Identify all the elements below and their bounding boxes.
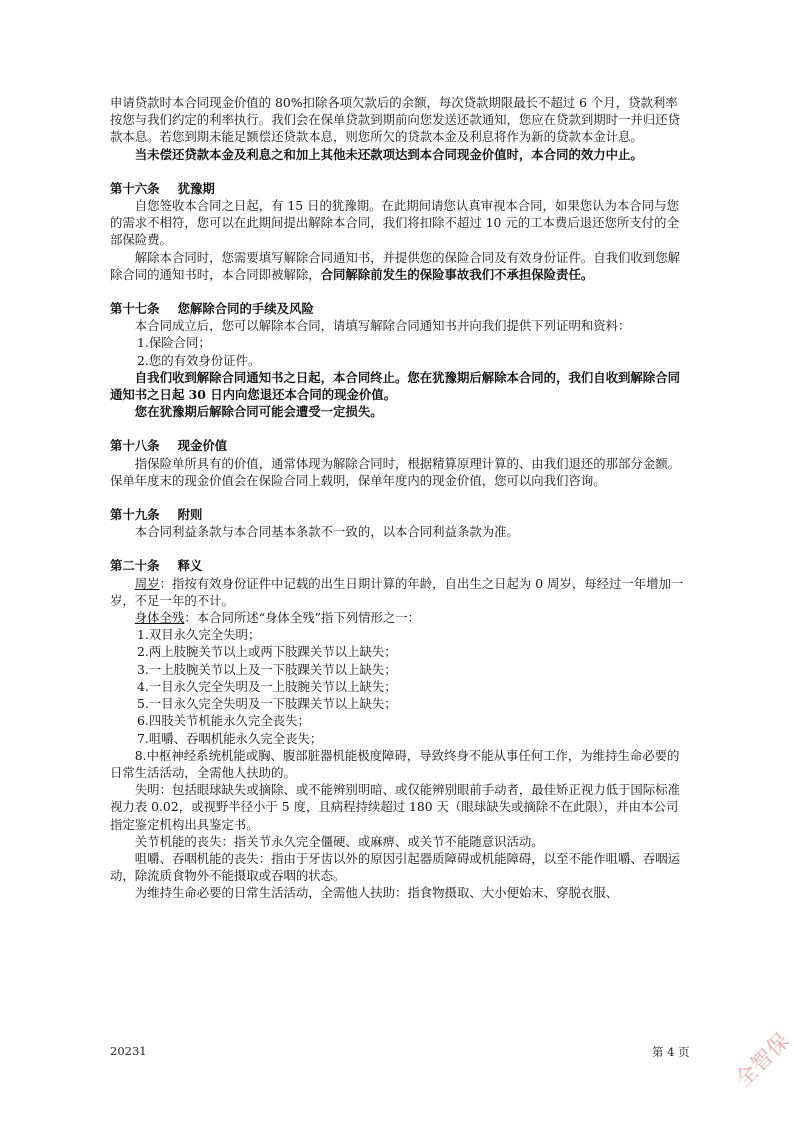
article-16-heading [110, 180, 686, 197]
article-20-title: 释义 [177, 558, 203, 574]
article-19-title: 附则 [177, 507, 203, 523]
article-16-paragraph-2-text: 解除本合同时，您需要填写解除合同通知书，并提供您的保险合同及有效身份证件。自我们收到您解除合同的通知书时，本合同即被解除， [110, 249, 680, 282]
list-item: 7.咀嚼、吞咽机能永久完全丧失； [137, 730, 323, 746]
article-18-title: 现金价值 [177, 438, 228, 454]
list-item: 2.您的有效身份证件。 [137, 352, 261, 368]
footer-document-code: 20231 [110, 1044, 147, 1058]
article-18-heading [110, 437, 686, 454]
article-16-title: 犹豫期 [177, 180, 215, 196]
document-body [110, 94, 686, 902]
article-19-heading [110, 506, 686, 523]
list-item: 2.两上肢腕关节以上或两下肢踝关节以上缺失； [137, 644, 397, 660]
article-16-paragraph-1: 自您签收本合同之日起，有 15 日的犹豫期。在此期间请您认真审视本合同，如果您认为本合同与您的需求不相符，您可以在此期间提出解除本合同，我们将扣除不超过 10 元的工本费后退还您所支付的全部保险费。 [110, 198, 679, 248]
article-16-exclusion-notice: 合同解除前发生的保险事故我们不承担保险责任。 [320, 266, 594, 282]
article-17-title: 您解除合同的手续及风险 [177, 301, 314, 317]
article-20-heading [110, 557, 686, 574]
definition-joint-loss: 关节机能的丧失：指关节永久完全僵硬、或麻痹、或关节不能随意识活动。 [134, 833, 544, 849]
article-16-paragraph-2 [110, 249, 686, 283]
article-16-number: 第十六条 [110, 180, 160, 196]
definition-total-disability [110, 609, 686, 626]
list-item: 1.保险合同； [137, 335, 211, 351]
definition-daily-living: 为维持生命必要的日常生活活动，全需他人扶助：指食物摄取、大小便始末、穿脱衣服、 [134, 885, 619, 901]
article-18-number: 第十八条 [110, 438, 160, 454]
list-item: 5.一目永久完全失明及一下肢踝关节以上缺失； [137, 696, 397, 712]
definition-age-text: ：指按有效身份证件中记载的出生日期计算的年龄，自出生之日起为 0 周岁，每经过一年增加一岁，不足一年的不计。 [110, 575, 684, 608]
loan-suspension-notice: 当未偿还贷款本金及利息之和加上其他未还款项达到本合同现金价值时，本合同的效力中止。 [134, 146, 643, 162]
term-total-disability: 身体全残 [134, 610, 185, 626]
article-17-termination-notice: 自我们收到解除合同通知书之日起，本合同终止。您在犹豫期后解除本合同的，我们自收到解除合同通知书之日起 30 日内向您退还本合同的现金价值。 [110, 369, 680, 403]
list-item: 6.四肢关节机能永久完全丧失； [137, 713, 310, 729]
definition-total-disability-text: ：本合同所述“身体全残”指下列情形之一： [184, 610, 421, 626]
definition-blindness: 失明：包括眼球缺失或摘除、或不能辨别明暗、或仅能辨别眼前手动者，最佳矫正视力低于国际标准视力表 0.02，或视野半径小于 5 度，且病程持续超过 180 天（眼球缺失或摘除不在此限），并由本公司指定鉴定机构出具鉴定书。 [110, 782, 680, 832]
article-19-paragraph-1: 本合同利益条款与本合同基本条款不一致的，以本合同利益条款为准。 [134, 524, 519, 540]
list-item: 3.一上肢腕关节以上及一下肢踝关节以上缺失； [137, 661, 397, 677]
list-item: 1.双目永久完全失明； [137, 627, 261, 643]
definition-age [110, 575, 686, 609]
article-17-number: 第十七条 [110, 301, 160, 317]
article-20-number: 第二十条 [110, 558, 160, 574]
footer-page-number: 第 4 页 [652, 1045, 690, 1059]
article-19-number: 第十九条 [110, 507, 160, 523]
list-item: 4.一目永久完全失明及一上肢腕关节以上缺失； [137, 678, 397, 694]
article-17-loss-notice: 您在犹豫期后解除合同可能会遭受一定损失。 [134, 404, 383, 420]
article-17-heading [110, 300, 686, 317]
list-item: 8.中枢神经系统机能或胸、腹部脏器机能极度障碍，导致终身不能从事任何工作，为维持生命必要的日常生活活动，全需他人扶助的。 [110, 747, 680, 780]
watermark-stamp: 全智保 [730, 1028, 794, 1092]
loan-paragraph: 申请贷款时本合同现金价值的 80%扣除各项欠款后的余额，每次贷款期限最长不超过 6 个月，贷款利率按您与我们约定的利率执行。我们会在保单贷款到期前向您发送还款通知，您应在贷款到期时一并归还贷款本息。若您到期未能足额偿还贷款本息，则您所欠的贷款本金及利息将作为新的贷款本金计息。 [110, 95, 680, 145]
definition-chewing-loss: 咀嚼、吞咽机能的丧失：指由于牙齿以外的原因引起器质障碍或机能障碍，以至不能作咀嚼、吞咽运动，除流质食物外不能摄取或吞咽的状态。 [110, 850, 680, 884]
term-age: 周岁 [134, 575, 160, 591]
article-17-paragraph-1: 本合同成立后，您可以解除本合同，请填写解除合同通知书并向我们提供下列证明和资料： [134, 318, 631, 334]
article-18-paragraph-1: 指保险单所具有的价值，通常体现为解除合同时，根据精算原理计算的、由我们退还的那部分金额。保单年度末的现金价值会在保险合同上载明，保单年度内的现金价值，您可以向我们咨询。 [110, 455, 680, 488]
